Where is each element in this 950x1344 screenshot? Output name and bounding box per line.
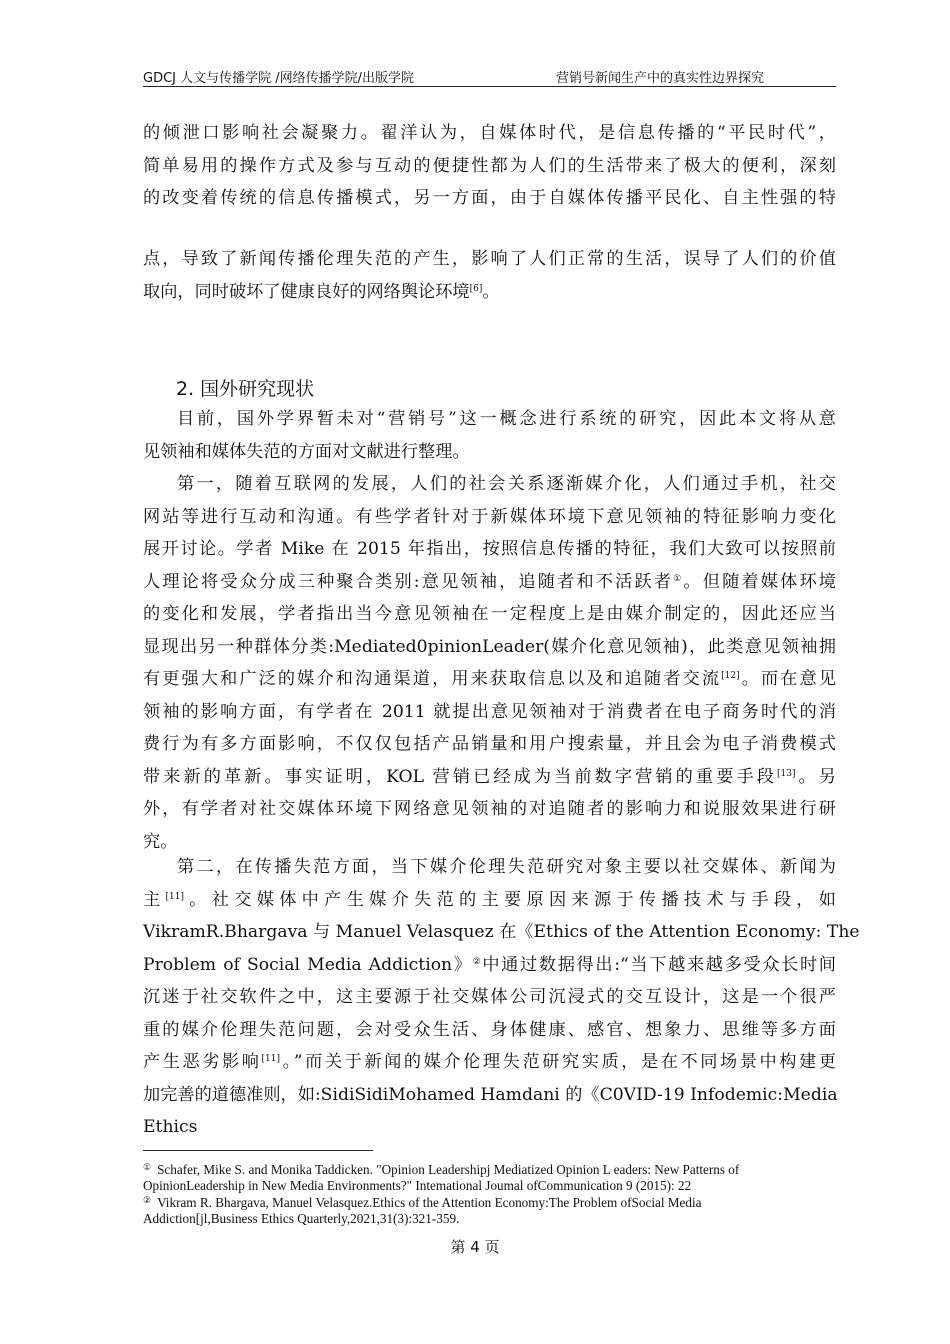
text-line: 费行为有多方面影响，不仅仅包括产品销量和用户搜索量，并且会为电子消费模式 bbox=[143, 734, 836, 754]
footnote-marker: ① bbox=[673, 573, 684, 584]
footnote-separator bbox=[143, 1150, 373, 1151]
text-line: VikramR.Bhargava 与 Manuel Velasquez 在《Ethics of the Attention Economy: The bbox=[143, 922, 860, 942]
footnote-2 bbox=[143, 1195, 843, 1226]
text-line: 的变化和发展，学者指出当今意见领袖在一定程度上是由媒介制定的，因此还应当 bbox=[143, 604, 836, 624]
text-line: 重的媒介伦理失范问题，会对受众生活、身体健康、感官、想象力、思维等多方面 bbox=[143, 1019, 836, 1040]
text-line: 取向，同时破坏了健康良好的网络舆论环境[6]。 bbox=[143, 281, 500, 302]
paragraph-continued-2 bbox=[143, 243, 836, 308]
text-line: 究。 bbox=[143, 831, 178, 852]
page-header bbox=[143, 66, 836, 87]
text-line: 领袖的影响方面，有学者在 2011 就提出意见领袖对于消费者在电子商务时代的消 bbox=[143, 701, 836, 722]
text-line: 展开讨论。学者 Mike 在 2015 年指出，按照信息传播的特征，我们大致可以按照前 bbox=[143, 539, 836, 559]
footnote-1 bbox=[143, 1162, 843, 1193]
section-heading: 2. 国外研究现状 bbox=[176, 378, 315, 400]
text-line: Problem of Social Media Addiction》②中通过数据得出:“当下越来越多受众长时间 bbox=[143, 954, 836, 975]
text-line: 点，导致了新闻传播伦理失范的产生，影响了人们正常的生活，误导了人们的价值 bbox=[143, 249, 836, 269]
page-number: 第 4 页 bbox=[450, 1238, 500, 1256]
text-line: 的改变着传统的信息传播模式，另一方面，由于自媒体传播平民化、自主性强的特 bbox=[143, 188, 836, 208]
text-line: 网站等进行互动和沟通。有些学者针对于新媒体环境下意见领袖的特征影响力变化 bbox=[143, 506, 836, 527]
header-right: 营销号新闻生产中的真实性边界探究 bbox=[556, 71, 765, 86]
footnote-marker: ① bbox=[143, 1162, 152, 1172]
text-line: 有更强大和广泛的媒介和沟通渠道，用来获取信息以及和追随者交流[12]。而在意见 bbox=[143, 669, 836, 689]
footnote-line: ② Vikram R. Bhargava, Manuel Velasquez.Ethics of the Attention Economy:The Problem ofSocial Media bbox=[143, 1195, 702, 1210]
text-line: 第二，在传播失范方面，当下媒介伦理失范研究对象主要以社交媒体、新闻为 bbox=[177, 857, 836, 877]
paragraph-intro bbox=[143, 403, 836, 468]
text-line: 加完善的道德准则，如:SidiSidiMohamed Hamdani 的《C0VID-19 Infodemic:Media bbox=[143, 1084, 838, 1105]
text-line: 主[11]。社交媒体中产生媒介失范的主要原因来源于传播技术与手段，如 bbox=[143, 889, 836, 910]
text-line: 产生恶劣影响[11]。”而关于新闻的媒介伦理失范研究实质，是在不同场景中构建更 bbox=[143, 1052, 836, 1072]
text-line: 第一，随着互联网的发展，人们的社会关系逐渐媒介化，人们通过手机，社交 bbox=[177, 474, 836, 494]
citation-ref: [11] bbox=[165, 891, 184, 902]
footnote-marker: ② bbox=[472, 956, 483, 967]
text-line: 沉迷于社交软件之中，这主要源于社交媒体公司沉浸式的交互设计，这是一个很严 bbox=[143, 987, 836, 1007]
citation-ref: [12] bbox=[721, 671, 740, 681]
text-line: Ethics bbox=[143, 1117, 198, 1137]
citation-ref: [6] bbox=[469, 283, 483, 294]
text-line: 带来新的革新。事实证明，KOL 营销已经成为当前数字营销的重要手段[13]。另 bbox=[143, 766, 836, 787]
paragraph-media-ethics bbox=[143, 851, 860, 1144]
footnote-line: Addiction[jl,Business Ethics Quarterly,2021,31(3):321-359. bbox=[143, 1210, 460, 1226]
footnote-line: OpinionLeadership in New Media Environments?" Intemational Joumal ofCommunication 9 (2015): 22 bbox=[143, 1177, 692, 1193]
footnote-line: ① Schafer, Mike S. and Monika Taddicken. "Opinion Leadershipj Mediatized Opinion L eaders: New Patterns of bbox=[143, 1162, 740, 1177]
text-line: 目前，国外学界暂未对“营销号”这一概念进行系统的研究，因此本文将从意 bbox=[177, 409, 836, 429]
text-line: 见领袖和媒体失范的方面对文献进行整理。 bbox=[143, 441, 470, 462]
paragraph-opinion-leaders bbox=[143, 468, 836, 858]
citation-ref: [11] bbox=[261, 1054, 281, 1064]
text-line: 人理论将受众分成三种聚合类别:意见领袖，追随者和不活跃者①。但随着媒体环境 bbox=[143, 571, 836, 592]
header-left: GDCJ 人文与传播学院 /网络传播学院/出版学院 bbox=[143, 71, 415, 86]
text-line: 外，有学者对社交媒体环境下网络意见领袖的对追随者的影响力和说服效果进行研 bbox=[143, 799, 836, 819]
footnote-marker: ② bbox=[143, 1195, 152, 1205]
citation-ref: [13] bbox=[776, 768, 796, 779]
text-line: 简单易用的操作方式及参与互动的便捷性都为人们的生活带来了极大的便利，深刻 bbox=[143, 155, 836, 176]
text-line: 的倾泄口影响社会凝聚力。翟洋认为，自媒体时代，是信息传播的“平民时代”， bbox=[143, 123, 836, 143]
text-line: 显现出另一种群体分类:Mediated0pinionLeader(媒介化意见领袖)，此类意见领袖拥 bbox=[143, 636, 836, 657]
paragraph-continued bbox=[143, 117, 836, 215]
